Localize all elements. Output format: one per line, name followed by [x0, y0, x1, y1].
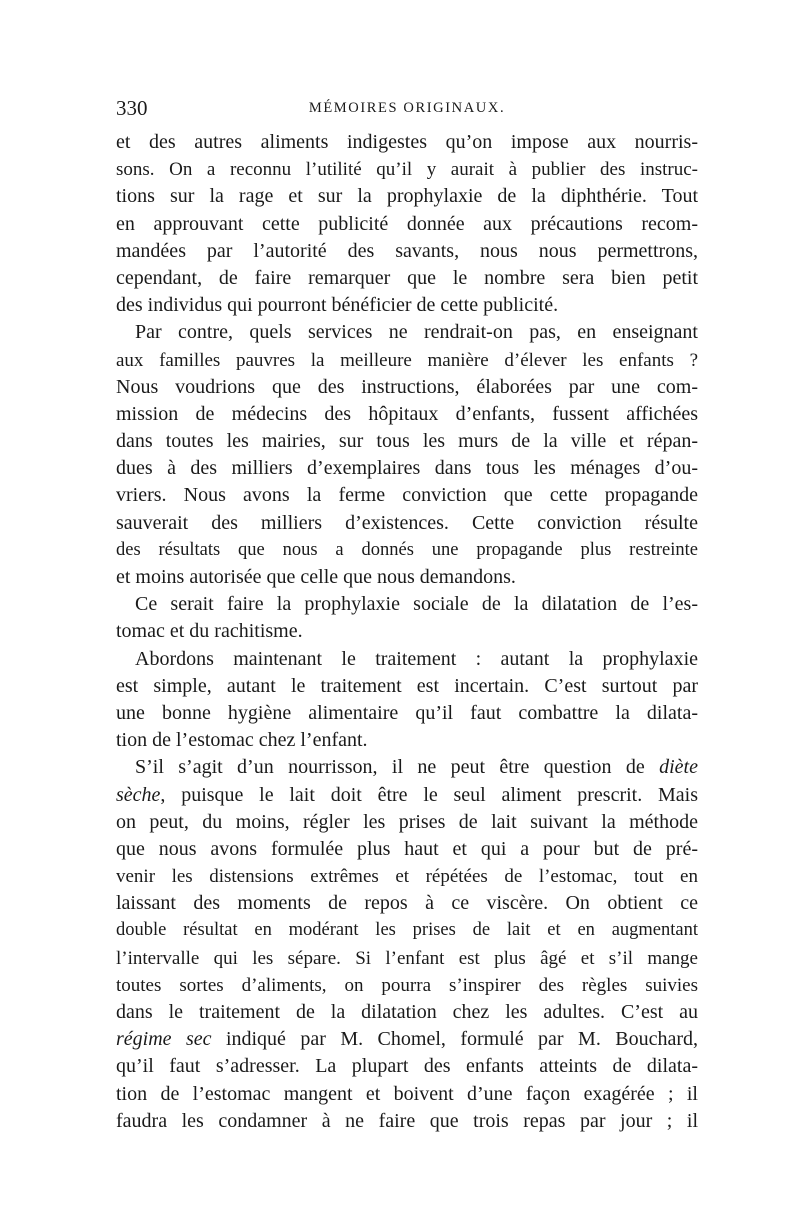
italic-term: sèche	[116, 783, 161, 806]
text-line: tions sur la rage et sur la prophylaxie de la diphthérie. Tout	[116, 185, 698, 208]
text-line: dans le traitement de la dilatation chez les adultes. C’est au	[116, 1001, 698, 1023]
text-run: , puisque le lait doit être le seul aliment prescrit. Mais	[160, 783, 698, 806]
text-line: venir les distensions extrêmes et répétées de l’estomac, tout en	[116, 866, 698, 888]
text-line: mission de médecins des hôpitaux d’enfants, fussent affichées	[116, 402, 698, 425]
text-line: tion de l’estomac mangent et boivent d’une façon exagérée ; il	[116, 1082, 698, 1105]
page-number: 330	[116, 96, 148, 120]
text-line: des individus qui pourront bénéficier de cette publicité.	[116, 294, 559, 317]
text-line: sauverait des milliers d’existences. Cette conviction résulte	[116, 511, 698, 534]
text-line: Ce serait faire la prophylaxie sociale de la dilatation de l’es-	[135, 593, 698, 616]
text-run: indiqué par M. Chomel, formulé par M. Bouchard,	[211, 1028, 698, 1051]
text-line: laissant des moments de repos à ce viscère. On obtient ce	[116, 892, 698, 915]
italic-term: diète	[659, 756, 698, 779]
text-line: tomac et du rachitisme.	[116, 620, 303, 643]
text-line: sons. On a reconnu l’utilité qu’il y aurait à publier des instruc-	[116, 159, 698, 181]
text-line: tion de l’estomac chez l’enfant.	[116, 729, 368, 752]
text-line: qu’il faut s’adresser. La plupart des enfants atteints de dilata-	[116, 1055, 698, 1078]
running-header	[116, 94, 698, 122]
text-line: Abordons maintenant le traitement : autant la prophylaxie	[135, 647, 698, 670]
text-line	[116, 782, 698, 809]
text-line: une bonne hygiène alimentaire qu’il faut combattre la dilata-	[116, 701, 698, 724]
text-line: faudra les condamner à ne faire que trois repas par jour ; il	[116, 1109, 698, 1132]
text-line: cependant, de faire remarquer que le nombre sera bien petit	[116, 266, 698, 289]
text-line: et des autres aliments indigestes qu’on impose aux nourris-	[116, 131, 698, 153]
text-line: des résultats que nous a donnés une propagande plus restreinte	[116, 539, 698, 560]
text-line: mandées par l’autorité des savants, nous nous permettrons,	[116, 239, 698, 262]
text-line: vriers. Nous avons la ferme conviction que cette propagande	[116, 484, 698, 507]
text-line	[116, 1026, 698, 1053]
text-line: toutes sortes d’aliments, on pourra s’inspirer des règles suivies	[116, 974, 698, 996]
text-line: et moins autorisée que celle que nous demandons.	[116, 566, 516, 588]
text-line: aux familles pauvres la meilleure manière d’élever les enfants ?	[116, 349, 698, 371]
text-line: est simple, autant le traitement est incertain. C’est surtout par	[116, 674, 698, 697]
text-line: l’intervalle qui les sépare. Si l’enfant est plus âgé et s’il mange	[116, 947, 698, 969]
text-run: S’il s’agit d’un nourrisson, il ne peut être question de	[135, 756, 660, 779]
italic-term: régime sec	[116, 1028, 212, 1051]
text-line: double résultat en modérant les prises de lait et en augmentant	[116, 920, 698, 941]
text-line: on peut, du moins, régler les prises de lait suivant la méthode	[116, 810, 698, 833]
text-line: Par contre, quels services ne rendrait-on pas, en enseignant	[135, 321, 698, 344]
text-line: dues à des milliers d’exemplaires dans tous les ménages d’ou-	[116, 457, 698, 480]
text-line: que nous avons formulée plus haut et qui a pour but de pré-	[116, 837, 698, 860]
text-line: dans toutes les mairies, sur tous les murs de la ville et répan-	[116, 430, 698, 453]
body-text	[116, 129, 698, 1135]
text-line: Nous voudrions que des instructions, élaborées par une com-	[116, 375, 698, 398]
text-line: en approuvant cette publicité donnée aux précautions recom-	[116, 212, 698, 235]
running-title: MÉMOIRES ORIGINAUX.	[308, 100, 506, 116]
text-line	[116, 754, 698, 781]
